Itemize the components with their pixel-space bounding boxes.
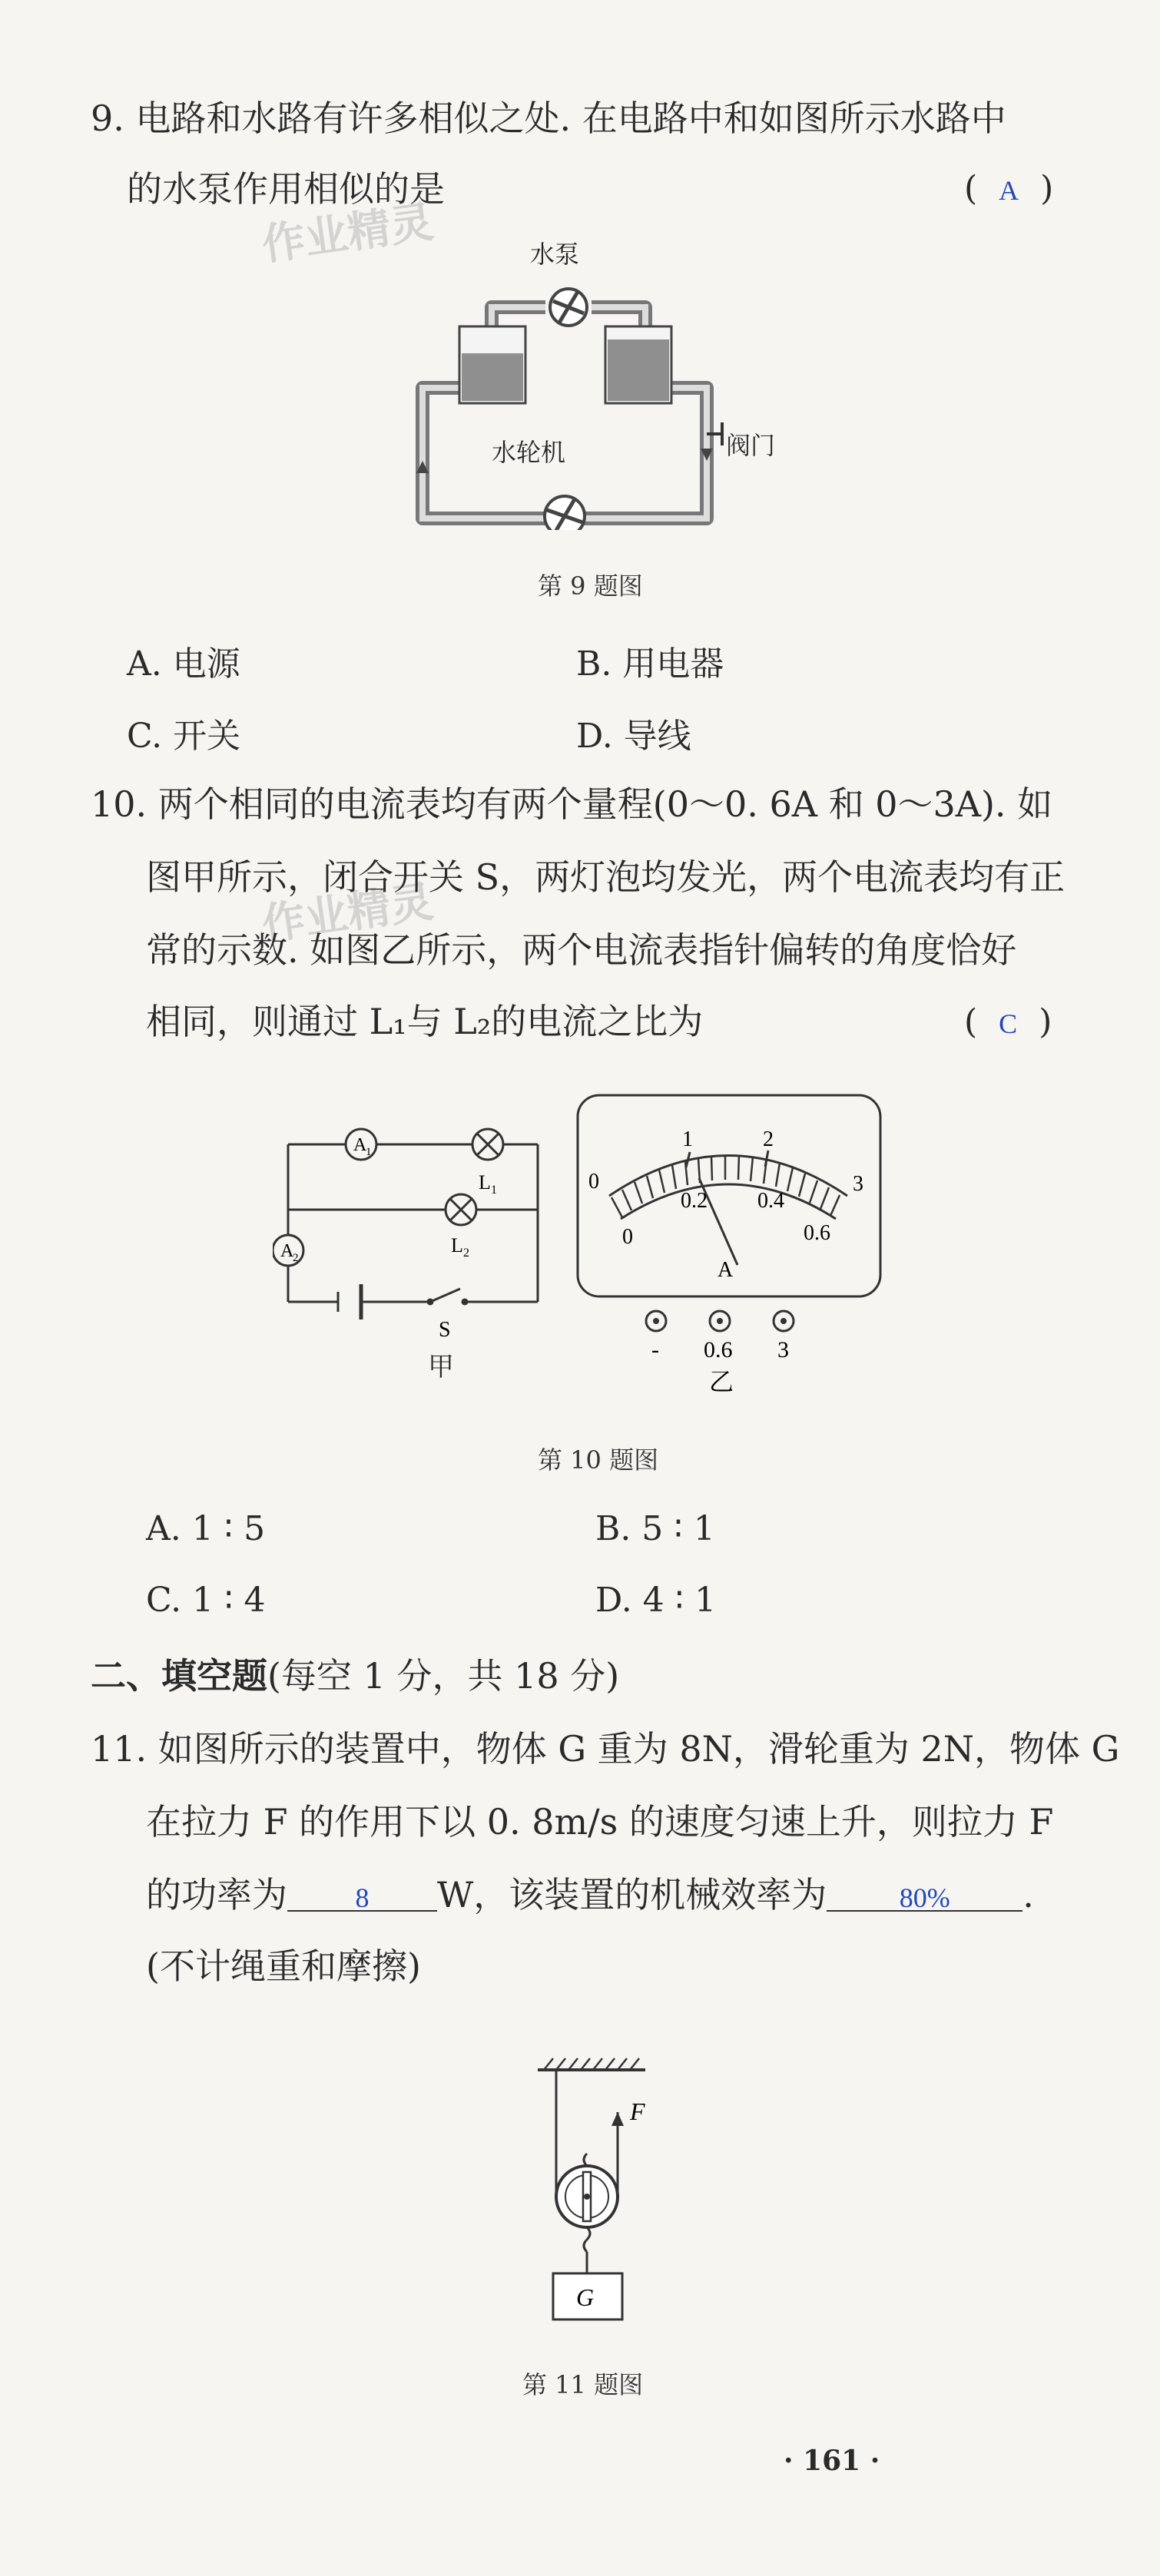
q11-caption: 第 11 题图 [522,2370,644,2399]
lower-scale-0-4: 0.4 [757,1189,784,1213]
q10-caption: 第 10 题图 [538,1445,659,1475]
upper-scale-0: 0 [588,1170,599,1194]
lower-scale-0-6: 0.6 [804,1221,830,1245]
q11-line3-c: . [1022,1874,1034,1915]
q9-answer-bracket: ( A ) [964,169,1054,208]
terminal-3: 3 [777,1337,789,1362]
q9-line1: 9. 电路和水路有许多相似之处. 在电路中和如图所示水路中 [91,98,1006,139]
force-label: F [630,2098,645,2125]
section2-rest: (每空 1 分，共 18 分) [267,1655,620,1697]
q10-circuit-figure [273,1114,565,1352]
q10-line2: 图甲所示，闭合开关 S，两灯泡均发光，两个电流表均有正 [146,856,1066,898]
q11-line1: 11. 如图所示的装置中，物体 G 重为 8N，滑轮重为 2N，物体 G [91,1728,1120,1770]
upper-scale-1: 1 [682,1127,693,1151]
q9-option-b: B. 用电器 [576,644,724,684]
q11-line2: 在拉力 F 的作用下以 0. 8m/s 的速度匀速上升，则拉力 F [146,1801,1054,1843]
ammeter-a1-sub: 1 [366,1146,372,1158]
q11-line3 [146,1870,1034,1919]
lamp-l1-sub: 1 [491,1184,497,1197]
lower-scale-0: 0 [622,1225,633,1249]
q10-answer-bracket: ( C ) [964,1002,1052,1041]
q11-blank-power-value: 8 [355,1882,370,1913]
q9-answer: A [999,175,1019,206]
q11-line4: (不计绳重和摩擦) [146,1945,421,1987]
q11-line3-a: 的功率为 [146,1874,287,1915]
q11-blank-power[interactable] [287,1870,437,1912]
upper-scale-2: 2 [763,1127,774,1151]
terminal-minus: - [651,1337,659,1362]
q9-water-circuit-figure [399,230,737,530]
q11-pulley-figure [522,2043,691,2335]
q10-option-c: C. 1 ∶ 4 [146,1581,266,1620]
unit-label: A [718,1258,734,1282]
lamp-l2-label: L [451,1234,463,1257]
watermark: 作业精灵 [259,876,437,951]
section2-heading [91,1651,619,1700]
q11-blank-efficiency[interactable] [827,1870,1022,1912]
section2-title: 二、填空题 [91,1655,267,1697]
terminal-0-6: 0.6 [704,1337,733,1362]
watermark: 作业精灵 [259,197,437,271]
q11-blank-efficiency-value: 80% [899,1882,950,1913]
ammeter-a2-label: A [280,1241,294,1261]
lower-scale-0-2: 0.2 [681,1189,708,1213]
page-number: · 161 · [784,2445,880,2477]
q10-option-b: B. 5 ∶ 1 [595,1509,715,1548]
weight-label: G [576,2283,595,2311]
q9-option-c: C. 开关 [127,717,241,756]
q10-line3: 常的示数. 如图乙所示，两个电流表指针偏转的角度恰好 [146,929,1017,971]
q10-line1: 10. 两个相同的电流表均有两个量程(0～0. 6A 和 0～3A). 如 [91,783,1053,825]
figure-jia-label: 甲 [428,1352,454,1382]
turbine-label: 水轮机 [492,439,566,466]
q9-option-a: A. 电源 [127,644,240,684]
figure-yi-label: 乙 [709,1368,734,1396]
valve-label: 阀门 [726,431,776,460]
pump-label: 水泵 [530,240,580,268]
q9-option-d: D. 导线 [576,717,691,756]
ammeter-a2-sub: 2 [293,1252,299,1264]
q10-option-a: A. 1 ∶ 5 [146,1509,266,1548]
ammeter-a1-label: A [353,1135,367,1155]
q11-line3-b: W，该装置的机械效率为 [437,1874,827,1915]
lamp-l2-sub: 2 [463,1247,469,1260]
upper-scale-3: 3 [853,1172,863,1196]
q9-line2: 的水泵作用相似的是 [127,168,445,210]
q10-ammeter-dial-figure [575,1092,883,1399]
q9-caption: 第 9 题图 [538,571,643,601]
q10-option-d: D. 4 ∶ 1 [595,1581,717,1620]
q10-line4: 相同，则通过 L₁与 L₂的电流之比为 [146,1001,704,1042]
lamp-l1-label: L [479,1171,491,1194]
switch-label: S [439,1318,451,1342]
q10-answer: C [999,1008,1018,1039]
